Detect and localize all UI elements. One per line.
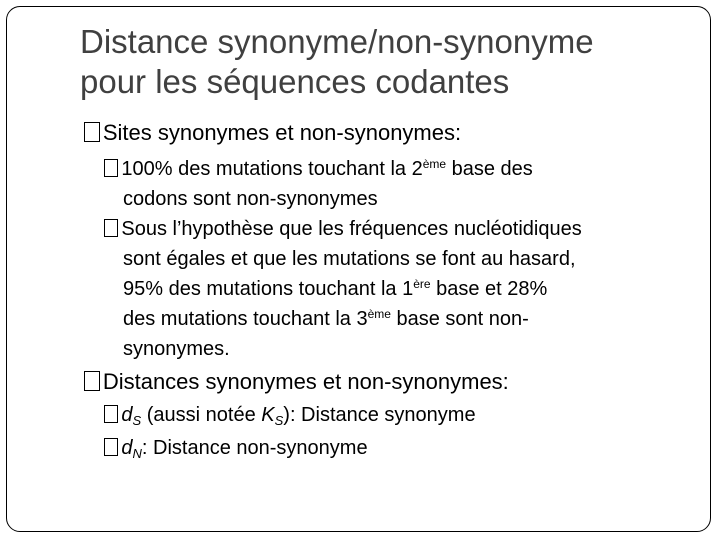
bullet-mutations-2nd-base — [104, 154, 533, 214]
subscript: S — [274, 413, 284, 428]
bullet-line: codons sont non-synonymes — [123, 188, 378, 210]
text-run: 95% des mutations touchant la 1 — [123, 278, 414, 300]
title-line-2: pour les séquences codantes — [80, 63, 510, 100]
bullet-line — [104, 154, 533, 184]
title-line-1: Distance synonyme/non-synonyme — [80, 23, 594, 60]
text-run: ): Distance synonyme — [283, 404, 476, 426]
superscript: ème — [422, 157, 447, 171]
bullet-box-icon — [84, 371, 100, 391]
bullet-distances-heading — [84, 369, 509, 395]
bullet-line — [104, 433, 368, 463]
text-run: Sous l’hypothèse que les fréquences nucléotidiques — [121, 218, 582, 240]
text-run: K — [261, 404, 275, 426]
bullet-sites-heading — [84, 120, 461, 146]
text-run: 100% des mutations touchant la 2 — [121, 158, 423, 180]
text-run: base sont non- — [390, 308, 529, 330]
bullet-hypothesis — [104, 214, 582, 364]
heading-text: Distances synonymes et non-synonymes: — [102, 369, 509, 394]
slide-title — [80, 22, 680, 102]
superscript: ème — [367, 307, 391, 321]
bullet-box-icon — [104, 219, 118, 237]
text-run: d — [121, 404, 133, 426]
superscript: ère — [413, 277, 431, 291]
bullet-box-icon — [104, 438, 118, 456]
bullet-line: synonymes. — [123, 338, 230, 360]
bullet-line — [104, 304, 582, 334]
heading-text: Sites synonymes et non-synonymes: — [102, 120, 462, 145]
bullet-dn — [104, 433, 368, 463]
text-run: des mutations touchant la 3 — [123, 308, 368, 330]
bullet-line — [104, 274, 582, 304]
bullet-box-icon — [104, 159, 118, 177]
text-run: : Distance non-synonyme — [141, 437, 368, 459]
text-run: base des — [446, 158, 533, 180]
subscript: N — [132, 446, 142, 461]
subscript: S — [132, 413, 142, 428]
bullet-line — [104, 214, 582, 244]
text-run: d — [121, 437, 133, 459]
text-run: (aussi notée — [141, 404, 262, 426]
bullet-ds — [104, 400, 476, 430]
bullet-box-icon — [104, 405, 118, 423]
bullet-line — [104, 400, 476, 430]
text-run: base et 28% — [430, 278, 548, 300]
bullet-line: sont égales et que les mutations se font au hasard, — [123, 248, 576, 270]
bullet-box-icon — [84, 122, 100, 142]
